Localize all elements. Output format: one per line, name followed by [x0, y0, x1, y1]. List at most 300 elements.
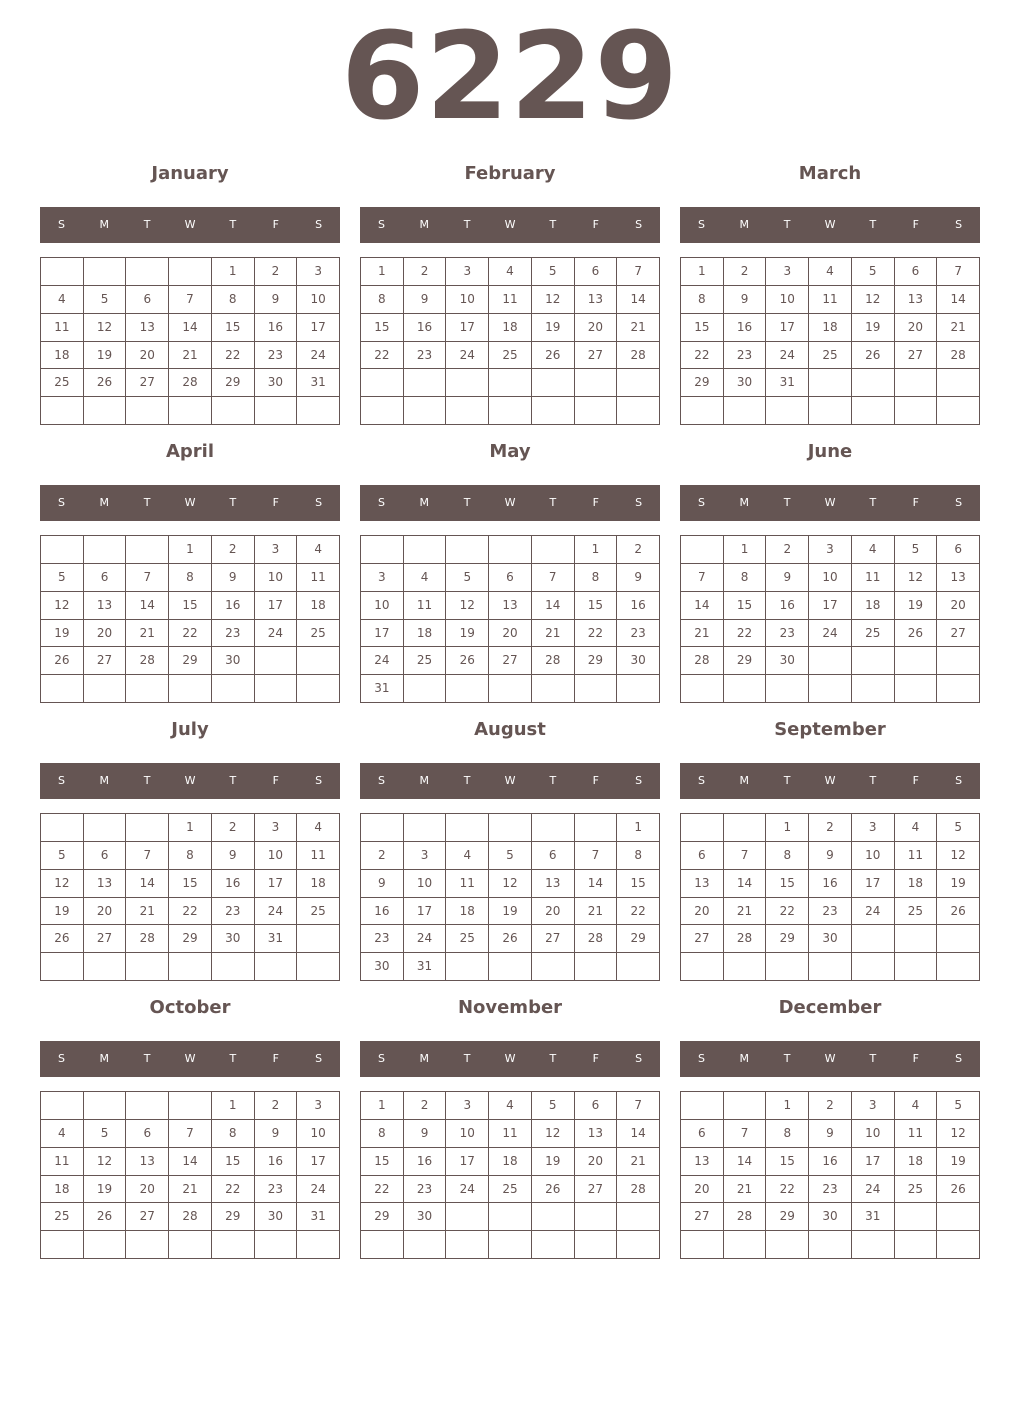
- empty-day-cell: [575, 1203, 618, 1231]
- weekday-label: T: [783, 1052, 791, 1065]
- empty-day-cell: [937, 925, 980, 953]
- day-cell: 30: [212, 925, 255, 953]
- day-grid: [40, 813, 340, 981]
- day-cell: 2: [255, 1092, 298, 1120]
- day-cell: 14: [724, 1148, 767, 1176]
- empty-day-cell: [681, 953, 724, 981]
- day-cell: 18: [41, 342, 84, 370]
- weekday-label: S: [955, 218, 963, 231]
- day-cell: 2: [617, 536, 660, 564]
- weekday-label: F: [272, 496, 279, 509]
- day-cell: 31: [766, 369, 809, 397]
- day-cell: 16: [809, 1148, 852, 1176]
- day-cell: 11: [489, 286, 532, 314]
- day-cell: 2: [809, 814, 852, 842]
- day-cell: 17: [361, 620, 404, 648]
- empty-day-cell: [361, 397, 404, 425]
- weekday-label: W: [504, 218, 516, 231]
- day-cell: 5: [41, 564, 84, 592]
- day-cell: 27: [895, 342, 938, 370]
- empty-day-cell: [937, 1203, 980, 1231]
- day-cell: 22: [212, 1176, 255, 1204]
- empty-day-cell: [255, 397, 298, 425]
- day-cell: 4: [489, 258, 532, 286]
- day-cell: 9: [766, 564, 809, 592]
- day-cell: 26: [84, 369, 127, 397]
- day-cell: 12: [532, 1120, 575, 1148]
- weekday-label: T: [463, 218, 471, 231]
- day-cell: 22: [724, 620, 767, 648]
- empty-day-cell: [446, 536, 489, 564]
- day-cell: 10: [446, 286, 489, 314]
- day-cell: 1: [169, 814, 212, 842]
- empty-day-cell: [84, 1231, 127, 1259]
- empty-day-cell: [489, 536, 532, 564]
- day-cell: 5: [84, 286, 127, 314]
- empty-day-cell: [212, 397, 255, 425]
- day-cell: 23: [255, 1176, 298, 1204]
- day-cell: 23: [404, 342, 447, 370]
- empty-day-cell: [575, 953, 618, 981]
- day-cell: 1: [766, 1092, 809, 1120]
- day-cell: 16: [809, 870, 852, 898]
- day-cell: 11: [489, 1120, 532, 1148]
- day-cell: 20: [575, 314, 618, 342]
- day-cell: 10: [297, 1120, 340, 1148]
- empty-day-cell: [724, 675, 767, 703]
- weekday-label: S: [635, 774, 643, 787]
- day-cell: 10: [361, 592, 404, 620]
- day-cell: 29: [212, 369, 255, 397]
- weekday-label: T: [549, 774, 557, 787]
- weekday-label: T: [143, 496, 151, 509]
- day-cell: 15: [575, 592, 618, 620]
- weekday-label: S: [315, 496, 323, 509]
- day-cell: 23: [361, 925, 404, 953]
- weekday-label: S: [57, 1052, 65, 1065]
- day-cell: 31: [361, 675, 404, 703]
- day-cell: 4: [489, 1092, 532, 1120]
- day-cell: 8: [617, 842, 660, 870]
- day-cell: 4: [297, 536, 340, 564]
- day-cell: 8: [766, 842, 809, 870]
- weekday-label: W: [824, 1052, 836, 1065]
- weekday-label: W: [184, 496, 196, 509]
- weekday-label: S: [635, 1052, 643, 1065]
- weekday-label: T: [143, 218, 151, 231]
- day-cell: 7: [617, 1092, 660, 1120]
- day-grid: [360, 813, 660, 981]
- day-cell: 19: [41, 898, 84, 926]
- day-cell: 12: [41, 592, 84, 620]
- empty-day-cell: [126, 536, 169, 564]
- weekday-header: [40, 1041, 340, 1077]
- empty-day-cell: [126, 675, 169, 703]
- day-cell: 26: [446, 647, 489, 675]
- weekday-label: T: [463, 1052, 471, 1065]
- day-cell: 13: [84, 870, 127, 898]
- day-cell: 28: [532, 647, 575, 675]
- day-cell: 14: [724, 870, 767, 898]
- weekday-label: S: [697, 218, 705, 231]
- day-cell: 10: [255, 564, 298, 592]
- empty-day-cell: [41, 536, 84, 564]
- month-name: September: [774, 719, 886, 740]
- weekday-label: W: [824, 218, 836, 231]
- empty-day-cell: [84, 536, 127, 564]
- day-cell: 3: [446, 258, 489, 286]
- day-cell: 18: [297, 592, 340, 620]
- empty-day-cell: [489, 1203, 532, 1231]
- day-cell: 21: [724, 1176, 767, 1204]
- empty-day-cell: [617, 953, 660, 981]
- day-cell: 1: [169, 536, 212, 564]
- empty-day-cell: [809, 1231, 852, 1259]
- day-cell: 27: [126, 1203, 169, 1231]
- day-cell: 10: [446, 1120, 489, 1148]
- day-cell: 5: [895, 536, 938, 564]
- day-cell: 14: [575, 870, 618, 898]
- day-cell: 5: [41, 842, 84, 870]
- day-cell: 12: [41, 870, 84, 898]
- weekday-header: [680, 485, 980, 521]
- weekday-label: S: [57, 774, 65, 787]
- weekday-label: T: [869, 774, 877, 787]
- day-cell: 3: [766, 258, 809, 286]
- day-cell: 21: [532, 620, 575, 648]
- day-cell: 26: [532, 1176, 575, 1204]
- day-cell: 1: [212, 1092, 255, 1120]
- weekday-label: T: [869, 218, 877, 231]
- day-cell: 24: [766, 342, 809, 370]
- day-cell: 2: [404, 258, 447, 286]
- day-cell: 5: [532, 1092, 575, 1120]
- day-cell: 18: [895, 870, 938, 898]
- weekday-label: S: [377, 1052, 385, 1065]
- empty-day-cell: [532, 369, 575, 397]
- day-cell: 3: [446, 1092, 489, 1120]
- day-cell: 20: [681, 1176, 724, 1204]
- empty-day-cell: [489, 1231, 532, 1259]
- empty-day-cell: [446, 397, 489, 425]
- month-name: December: [778, 997, 882, 1018]
- day-cell: 17: [852, 1148, 895, 1176]
- day-cell: 18: [895, 1148, 938, 1176]
- empty-day-cell: [617, 1231, 660, 1259]
- day-cell: 31: [404, 953, 447, 981]
- day-cell: 21: [126, 898, 169, 926]
- day-cell: 11: [404, 592, 447, 620]
- day-cell: 23: [255, 342, 298, 370]
- day-cell: 14: [937, 286, 980, 314]
- empty-day-cell: [489, 369, 532, 397]
- weekday-label: T: [463, 774, 471, 787]
- day-cell: 28: [126, 925, 169, 953]
- day-cell: 16: [212, 870, 255, 898]
- empty-day-cell: [895, 1203, 938, 1231]
- empty-day-cell: [41, 675, 84, 703]
- day-cell: 14: [617, 1120, 660, 1148]
- day-cell: 12: [84, 1148, 127, 1176]
- day-cell: 5: [937, 1092, 980, 1120]
- day-cell: 7: [724, 1120, 767, 1148]
- day-cell: 2: [809, 1092, 852, 1120]
- weekday-label: W: [504, 774, 516, 787]
- empty-day-cell: [489, 675, 532, 703]
- empty-day-cell: [297, 675, 340, 703]
- month-name: April: [165, 441, 215, 462]
- day-cell: 5: [446, 564, 489, 592]
- empty-day-cell: [255, 953, 298, 981]
- weekday-label: T: [229, 496, 237, 509]
- day-cell: 22: [575, 620, 618, 648]
- day-grid: [40, 1091, 340, 1259]
- day-cell: 28: [169, 369, 212, 397]
- day-cell: 26: [937, 1176, 980, 1204]
- day-cell: 15: [724, 592, 767, 620]
- day-cell: 31: [297, 1203, 340, 1231]
- weekday-label: T: [143, 774, 151, 787]
- day-cell: 10: [852, 1120, 895, 1148]
- weekday-label: T: [783, 496, 791, 509]
- weekday-label: F: [272, 218, 279, 231]
- empty-day-cell: [681, 1231, 724, 1259]
- empty-day-cell: [84, 953, 127, 981]
- day-cell: 7: [126, 842, 169, 870]
- day-cell: 28: [724, 925, 767, 953]
- day-cell: 7: [169, 286, 212, 314]
- day-cell: 30: [212, 647, 255, 675]
- day-cell: 6: [937, 536, 980, 564]
- empty-day-cell: [617, 675, 660, 703]
- day-cell: 23: [212, 898, 255, 926]
- weekday-label: M: [99, 496, 110, 509]
- day-cell: 23: [809, 1176, 852, 1204]
- weekday-label: T: [143, 1052, 151, 1065]
- empty-day-cell: [446, 1203, 489, 1231]
- weekday-label: T: [229, 1052, 237, 1065]
- day-cell: 24: [809, 620, 852, 648]
- day-cell: 7: [681, 564, 724, 592]
- day-cell: 8: [169, 842, 212, 870]
- empty-day-cell: [852, 369, 895, 397]
- empty-day-cell: [41, 953, 84, 981]
- day-cell: 20: [895, 314, 938, 342]
- empty-day-cell: [766, 397, 809, 425]
- day-cell: 22: [617, 898, 660, 926]
- empty-day-cell: [852, 1231, 895, 1259]
- day-cell: 4: [809, 258, 852, 286]
- weekday-label: S: [635, 496, 643, 509]
- weekday-label: S: [955, 774, 963, 787]
- empty-day-cell: [446, 814, 489, 842]
- empty-day-cell: [404, 1231, 447, 1259]
- day-cell: 28: [617, 342, 660, 370]
- day-cell: 12: [895, 564, 938, 592]
- day-cell: 7: [126, 564, 169, 592]
- weekday-label: T: [549, 1052, 557, 1065]
- empty-day-cell: [212, 675, 255, 703]
- empty-day-cell: [404, 814, 447, 842]
- day-cell: 30: [404, 1203, 447, 1231]
- weekday-label: S: [697, 1052, 705, 1065]
- empty-day-cell: [361, 536, 404, 564]
- weekday-label: M: [739, 496, 750, 509]
- day-cell: 8: [766, 1120, 809, 1148]
- empty-day-cell: [255, 675, 298, 703]
- day-cell: 25: [895, 898, 938, 926]
- empty-day-cell: [84, 814, 127, 842]
- day-cell: 22: [766, 898, 809, 926]
- month-name: May: [489, 441, 531, 462]
- empty-day-cell: [852, 647, 895, 675]
- empty-day-cell: [766, 1231, 809, 1259]
- empty-day-cell: [766, 675, 809, 703]
- day-cell: 21: [126, 620, 169, 648]
- day-cell: 21: [937, 314, 980, 342]
- empty-day-cell: [852, 925, 895, 953]
- empty-day-cell: [404, 397, 447, 425]
- empty-day-cell: [532, 1203, 575, 1231]
- empty-day-cell: [532, 814, 575, 842]
- empty-day-cell: [937, 397, 980, 425]
- day-cell: 3: [852, 1092, 895, 1120]
- day-cell: 11: [41, 314, 84, 342]
- empty-day-cell: [617, 397, 660, 425]
- day-cell: 30: [766, 647, 809, 675]
- weekday-label: T: [869, 496, 877, 509]
- empty-day-cell: [575, 675, 618, 703]
- day-cell: 17: [809, 592, 852, 620]
- day-cell: 27: [532, 925, 575, 953]
- month-name: August: [474, 719, 546, 740]
- weekday-label: M: [419, 774, 430, 787]
- weekday-label: F: [592, 774, 599, 787]
- day-cell: 29: [724, 647, 767, 675]
- day-cell: 3: [361, 564, 404, 592]
- day-cell: 19: [937, 870, 980, 898]
- empty-day-cell: [532, 675, 575, 703]
- day-cell: 17: [255, 592, 298, 620]
- day-cell: 19: [895, 592, 938, 620]
- weekday-label: M: [739, 218, 750, 231]
- day-cell: 2: [212, 814, 255, 842]
- day-cell: 12: [446, 592, 489, 620]
- empty-day-cell: [404, 536, 447, 564]
- day-cell: 6: [681, 842, 724, 870]
- year-title: 6229: [341, 8, 679, 147]
- day-cell: 3: [255, 814, 298, 842]
- day-cell: 26: [895, 620, 938, 648]
- day-cell: 20: [937, 592, 980, 620]
- month-name: June: [807, 441, 853, 462]
- day-cell: 18: [297, 870, 340, 898]
- empty-day-cell: [84, 397, 127, 425]
- day-cell: 15: [766, 1148, 809, 1176]
- empty-day-cell: [41, 1092, 84, 1120]
- weekday-label: M: [99, 1052, 110, 1065]
- day-cell: 8: [361, 1120, 404, 1148]
- empty-day-cell: [681, 675, 724, 703]
- day-cell: 8: [361, 286, 404, 314]
- day-cell: 16: [617, 592, 660, 620]
- weekday-label: M: [739, 1052, 750, 1065]
- weekday-label: S: [57, 218, 65, 231]
- empty-day-cell: [575, 369, 618, 397]
- day-grid: [680, 813, 980, 981]
- empty-day-cell: [766, 953, 809, 981]
- day-cell: 5: [532, 258, 575, 286]
- weekday-label: S: [377, 218, 385, 231]
- day-cell: 3: [809, 536, 852, 564]
- day-cell: 27: [681, 925, 724, 953]
- empty-day-cell: [724, 953, 767, 981]
- day-cell: 9: [255, 286, 298, 314]
- day-cell: 29: [212, 1203, 255, 1231]
- empty-day-cell: [169, 1231, 212, 1259]
- day-cell: 7: [575, 842, 618, 870]
- empty-day-cell: [532, 397, 575, 425]
- empty-day-cell: [126, 397, 169, 425]
- day-cell: 20: [532, 898, 575, 926]
- day-cell: 18: [41, 1176, 84, 1204]
- weekday-label: S: [635, 218, 643, 231]
- empty-day-cell: [126, 1231, 169, 1259]
- day-cell: 4: [297, 814, 340, 842]
- month-name: July: [171, 719, 209, 740]
- day-cell: 21: [575, 898, 618, 926]
- day-cell: 1: [361, 1092, 404, 1120]
- day-cell: 7: [724, 842, 767, 870]
- day-cell: 10: [809, 564, 852, 592]
- day-cell: 22: [681, 342, 724, 370]
- day-cell: 14: [169, 1148, 212, 1176]
- weekday-label: F: [592, 496, 599, 509]
- day-cell: 30: [809, 1203, 852, 1231]
- day-cell: 15: [169, 592, 212, 620]
- day-cell: 7: [617, 258, 660, 286]
- empty-day-cell: [84, 675, 127, 703]
- day-cell: 4: [404, 564, 447, 592]
- day-cell: 30: [361, 953, 404, 981]
- day-cell: 19: [852, 314, 895, 342]
- day-cell: 18: [404, 620, 447, 648]
- empty-day-cell: [169, 1092, 212, 1120]
- day-cell: 15: [617, 870, 660, 898]
- day-cell: 29: [169, 925, 212, 953]
- day-cell: 16: [404, 1148, 447, 1176]
- empty-day-cell: [809, 369, 852, 397]
- day-cell: 9: [361, 870, 404, 898]
- day-cell: 2: [212, 536, 255, 564]
- weekday-label: W: [824, 496, 836, 509]
- day-cell: 21: [617, 1148, 660, 1176]
- day-cell: 13: [575, 286, 618, 314]
- day-cell: 26: [84, 1203, 127, 1231]
- empty-day-cell: [169, 397, 212, 425]
- day-cell: 27: [575, 342, 618, 370]
- day-cell: 8: [169, 564, 212, 592]
- day-cell: 13: [84, 592, 127, 620]
- empty-day-cell: [937, 953, 980, 981]
- weekday-label: W: [184, 774, 196, 787]
- day-cell: 15: [766, 870, 809, 898]
- day-cell: 29: [766, 925, 809, 953]
- day-cell: 21: [169, 1176, 212, 1204]
- day-cell: 11: [852, 564, 895, 592]
- weekday-label: M: [739, 774, 750, 787]
- day-cell: 28: [617, 1176, 660, 1204]
